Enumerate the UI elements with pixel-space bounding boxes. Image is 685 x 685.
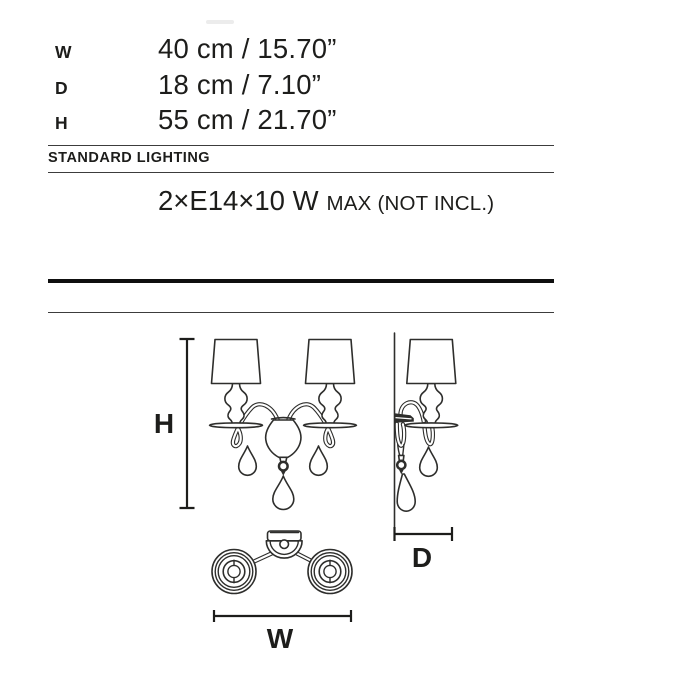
dimension-label-h: H: [55, 113, 68, 133]
plan-mount-hole: [280, 540, 289, 549]
dimension-value-h: 55 cm / 21.70”: [158, 104, 337, 135]
front-right-shade: [304, 340, 357, 428]
dimension-value-w: 40 cm / 15.70”: [158, 33, 337, 64]
dimension-label-d: D: [55, 77, 68, 98]
front-central-body: [266, 418, 301, 476]
dimension-label-w: W: [55, 42, 72, 62]
plan-view-drawing: [212, 531, 352, 594]
front-view-drawing: [210, 340, 357, 510]
depth-dimension-label: D: [411, 542, 433, 573]
lighting-spec-main: 2×E14×10 W: [158, 185, 319, 216]
lighting-section-title: STANDARD LIGHTING: [48, 150, 211, 166]
lighting-spec-note: MAX (NOT INCL.): [326, 192, 495, 215]
width-dimension-line: [214, 610, 351, 622]
plan-left-shade: [212, 550, 256, 594]
width-dimension-label: W: [266, 623, 294, 654]
front-left-shade: [210, 340, 263, 428]
dimension-value-d: 18 cm / 7.10”: [158, 68, 322, 100]
side-shade-profile: [405, 340, 458, 428]
height-dimension-line: [180, 339, 195, 508]
side-view-drawing: [395, 333, 458, 528]
height-dimension-label: H: [153, 408, 175, 439]
plan-right-shade: [308, 550, 352, 594]
depth-dimension-line: [395, 527, 453, 541]
